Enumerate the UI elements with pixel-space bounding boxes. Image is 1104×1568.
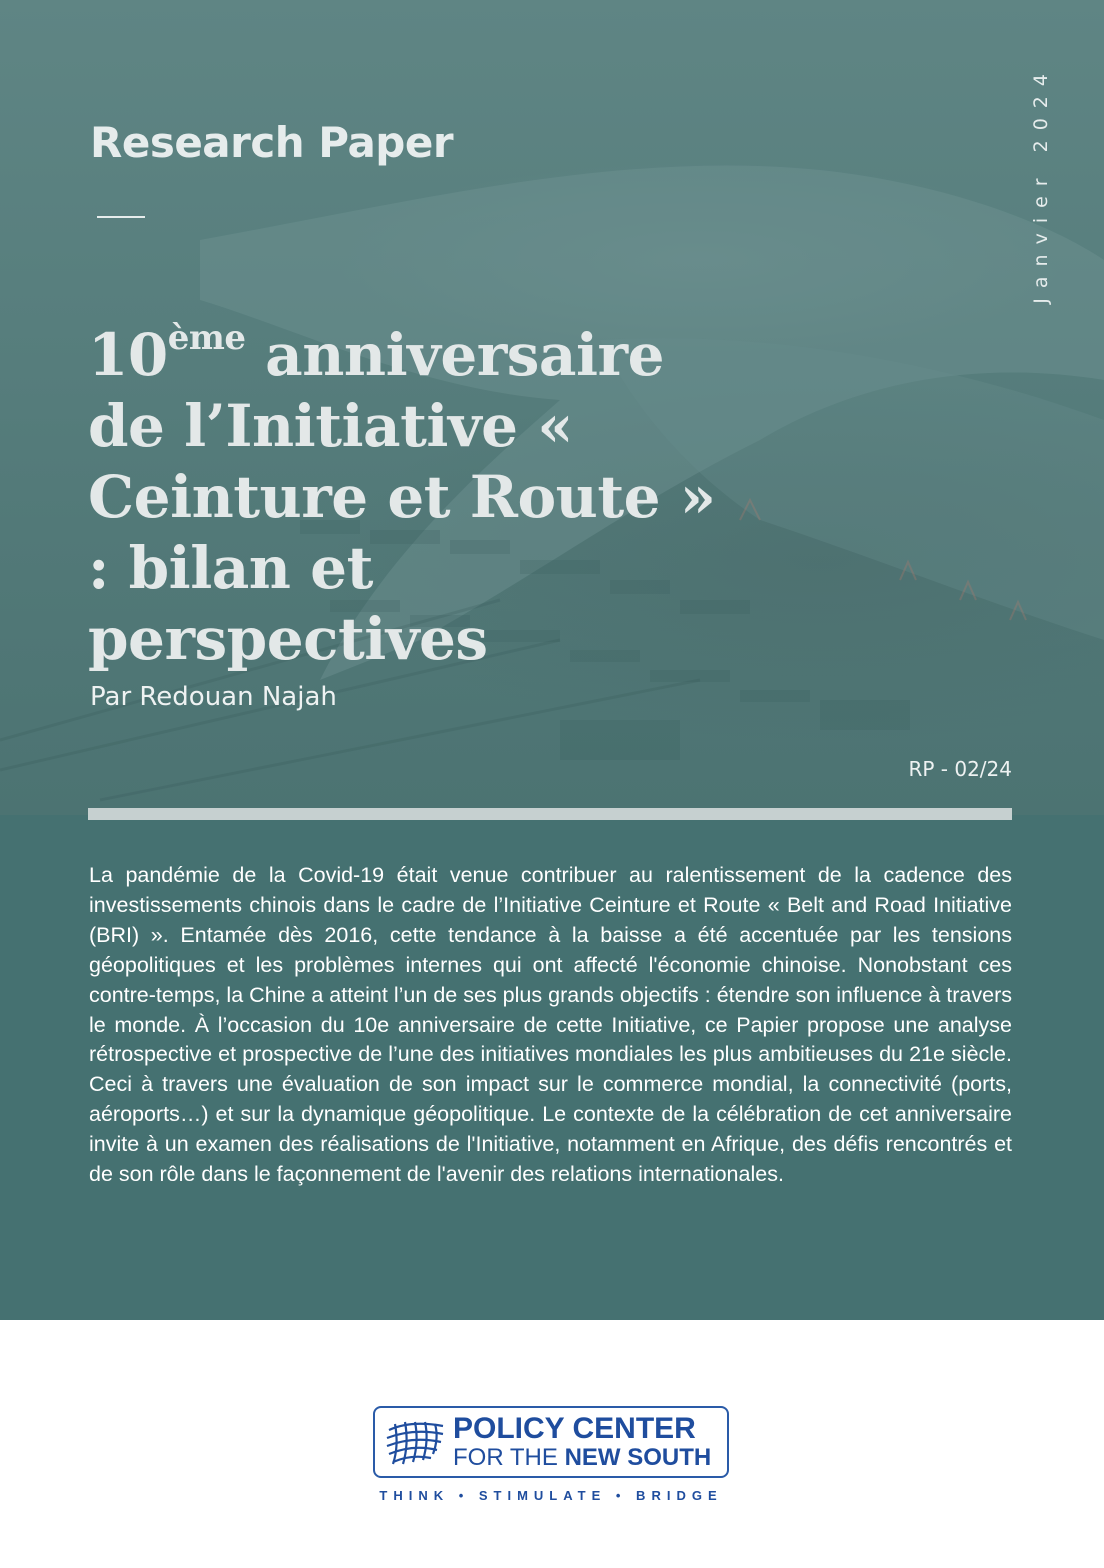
report-number: RP - 02/24 (908, 757, 1012, 781)
logo-line2-bold: NEW SOUTH (564, 1444, 712, 1471)
policy-center-logo (373, 1406, 729, 1478)
title-text: anniversaire de l’Initiative « Ceinture et Route » : bilan et perspectives (88, 321, 716, 673)
logo-name-line2 (453, 1444, 711, 1472)
title-superscript: ème (167, 318, 246, 358)
abstract-text: La pandémie de la Covid-19 était venue contribuer au ralentissement de la cadence des investissements chinois dans le cadre de l’Initiative Ceinture et Route « Belt and Road Initiative (BRI) ». Entamée dès 2016, cette tendance à la baisse a été accentuée par les tensions géopolitiques et les problèmes internes qui ont affecté l'économie chinoise. Nonobstant ces contre-temps, la Chine a atteint l’un de ses plus grands objectifs : étendre son influence à travers le monde. À l’occasion du 10e anniversaire de cette Initiative, ce Papier propose une analyse rétrospective et prospective de l’une des initiatives mondiales les plus ambitieuses du 21e siècle. Ceci à travers une évaluation de son impact sur le commerce mondial, la connectivité (ports, aéroports…) et sur la dynamique géopolitique. Le contexte de la célébration de cet anniversaire invite à un examen des réalisations de l'Initiative, notamment en Afrique, des défis rencontrés et de son rôle dans le façonnement de l'avenir des relations internationales. (89, 863, 1012, 1187)
document-type-label: Research Paper (90, 118, 454, 167)
logo-tagline: THINK • STIMULATE • BRIDGE (379, 1488, 723, 1503)
logo-name-line1: POLICY CENTER (453, 1412, 696, 1445)
author-line: Par Redouan Najah (90, 682, 337, 712)
title-number: 10 (88, 321, 168, 389)
section-divider-bar (88, 808, 1012, 820)
paper-title (88, 320, 748, 675)
logo-line2-prefix: FOR THE (453, 1444, 565, 1471)
kicker-divider (97, 216, 145, 218)
globe-grid-logo-icon (385, 1416, 447, 1468)
publication-date: Janvier 2024 (1030, 64, 1052, 304)
